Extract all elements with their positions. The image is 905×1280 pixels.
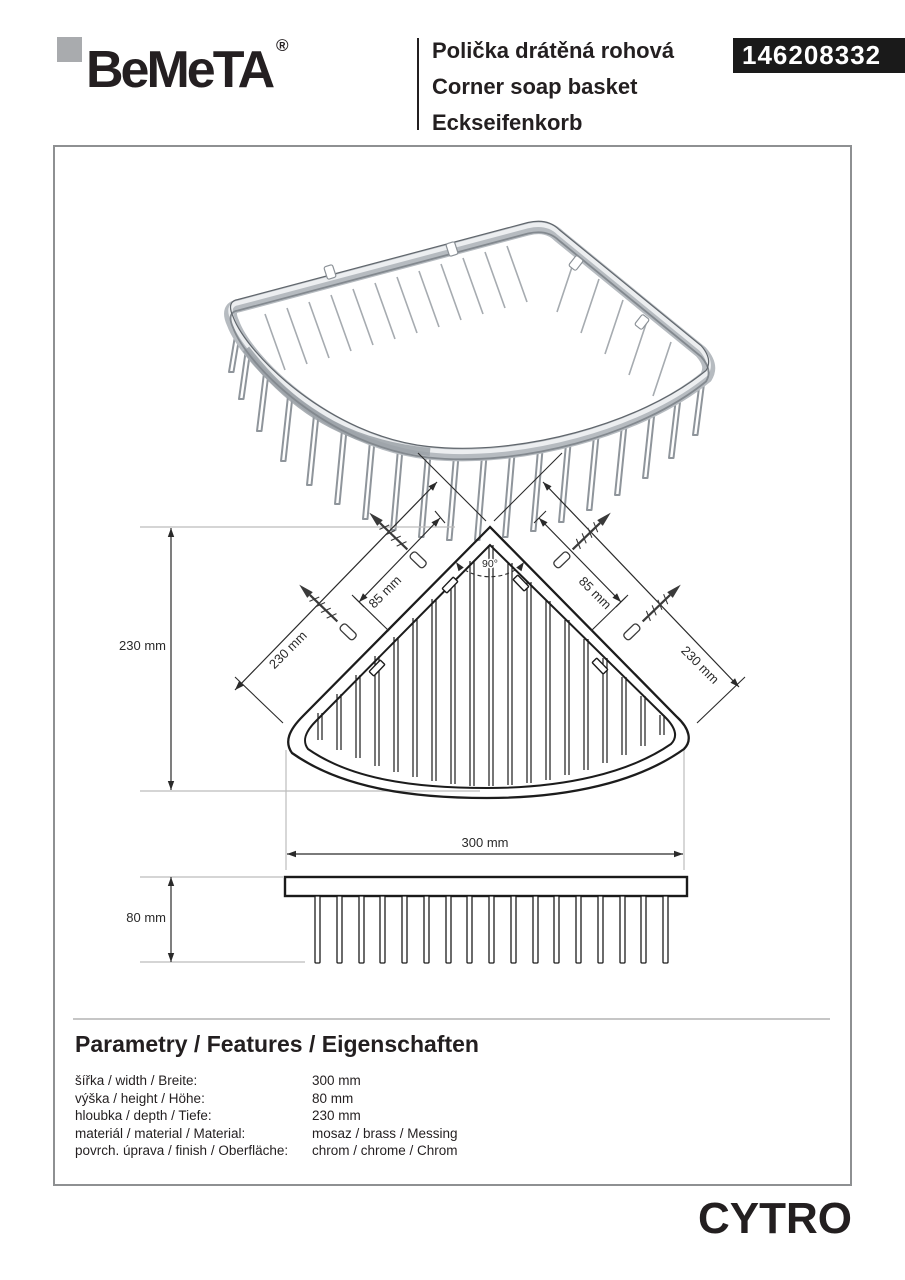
registered-trademark-icon: ® [276,36,289,55]
brand-square-icon [57,37,82,62]
param-value: mosaz / brass / Messing [312,1125,458,1141]
dim-angle-label: 90° [482,558,498,570]
param-value: 80 mm [312,1090,354,1106]
dim-depth-label: 230 mm [119,638,166,653]
screw-icon [296,581,358,642]
dim-segment-left-label: 85 mm [365,572,405,612]
product-title-cs: Polička drátěná rohová [432,38,675,63]
param-label: materiál / material / Material: [75,1125,246,1141]
series-name: CYTRO [698,1194,852,1243]
param-label: šířka / width / Breite: [75,1073,198,1088]
side-view-wires [315,896,668,963]
dim-side-right-label: 230 mm [678,642,723,687]
top-view-drawing [119,453,745,870]
product-photo [229,221,709,540]
param-value: 230 mm [312,1108,361,1123]
product-code-badge [733,38,905,73]
param-value: 300 mm [312,1073,361,1088]
dim-width-label: 300 mm [461,835,509,850]
table-row [75,1072,775,1090]
table-row [75,1107,775,1125]
parameters-heading: Parametry / Features / Eigenschaften [75,1031,479,1057]
parameters-table [75,1072,775,1160]
screw-icon [622,581,684,642]
dim-segment-right-label: 85 mm [575,573,615,613]
technical-drawing [53,145,852,1186]
table-row [75,1125,775,1143]
param-label: hloubka / depth / Tiefe: [75,1108,212,1123]
table-row [75,1090,775,1108]
dim-side-left-label: 230 mm [265,627,310,672]
product-titles [432,33,674,141]
brand-logo: BeMeTA [86,41,273,99]
param-label: výška / height / Höhe: [75,1090,205,1106]
section-divider [73,1018,830,1020]
param-value: chrom / chrome / Chrom [312,1143,458,1158]
product-title-en: Corner soap basket [432,74,638,99]
side-view-drawing [126,877,687,963]
screw-icon [552,509,614,570]
header-divider [417,38,419,130]
product-title-de: Eckseifenkorb [432,110,583,135]
dim-height-label: 80 mm [126,910,166,925]
table-row [75,1142,775,1160]
basket-rim [231,221,709,459]
product-code: 146208332 [742,40,882,70]
param-label: povrch. úprava / finish / Oberfläche: [75,1143,289,1158]
